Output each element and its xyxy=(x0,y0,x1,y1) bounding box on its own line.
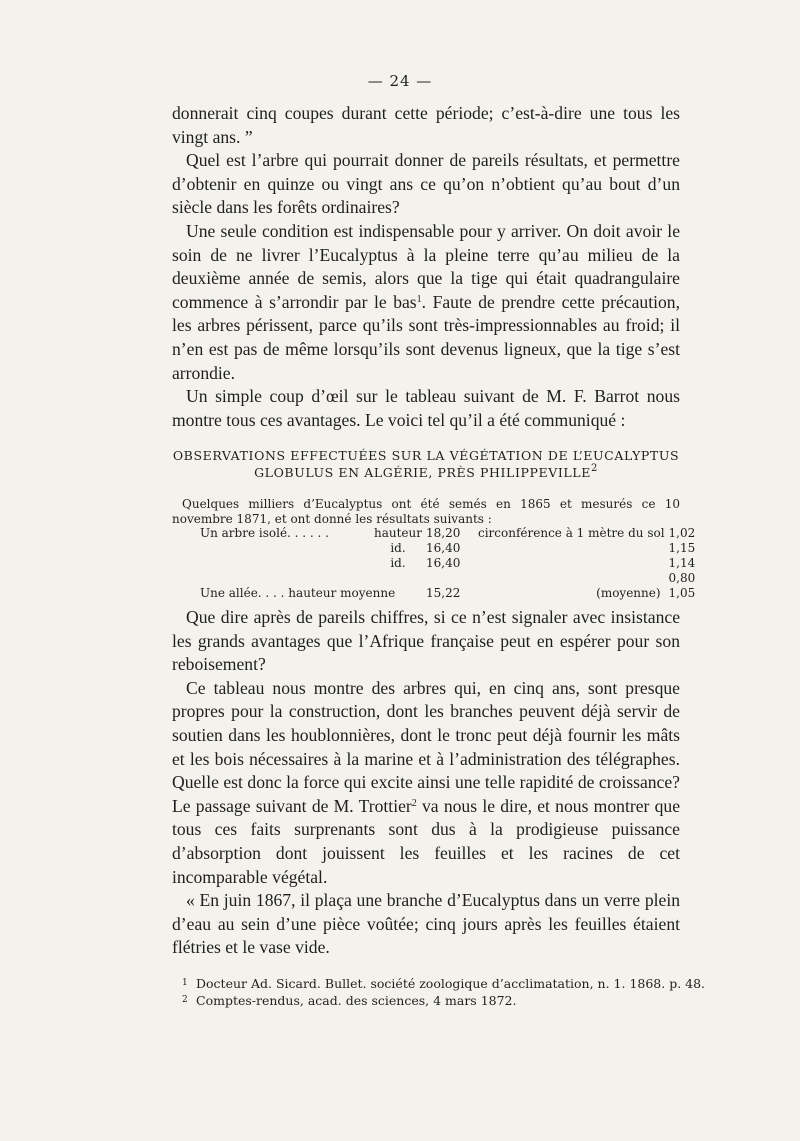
footnote: 1 Docteur Ad. Sicard. Bullet. société zoologique d’acclimatation, n. 1. 1868. p. 48. xyxy=(182,976,706,991)
table-row: Une allée. . . . hauteur moyenne 15,22 (moyenne) 1,05 xyxy=(200,586,696,600)
table-row: 0,80 xyxy=(668,571,696,585)
paragraph: donnerait cinq coupes durant cette période; c’est-à-dire une tous les vingt ans. ” xyxy=(172,103,680,147)
observations-title: OBSERVATIONS EFFECTUÉES SUR LA VÉGÉTATION DE L’EUCALYPTUS GLOBULUS EN ALGÉRIE, PRÈS PHILIPPEVILLE$^2$ xyxy=(172,448,680,480)
footnote-ref[interactable]: 2 xyxy=(590,463,598,474)
table-row: id. 16,40 1,14 xyxy=(390,556,696,570)
footnote-ref[interactable]: 2 xyxy=(411,797,417,809)
body-text-bottom xyxy=(172,606,680,960)
footnote-ref[interactable]: 1 xyxy=(416,293,422,305)
paragraph: Un simple coup d’œil sur le tableau suivant de M. F. Barrot nous montre tous ces avantages. Le voici tel qu’il a été communiqué : xyxy=(172,386,680,430)
page-number: — 24 — xyxy=(367,72,433,90)
body-text-top xyxy=(172,102,680,432)
table-row: id. 16,40 1,15 xyxy=(390,541,696,555)
observations-intro: Quelques milliers d’Eucalyptus ont été semés en 1865 et mesurés ce 10 novembre 1871, et ont donné les résultats suivants : xyxy=(172,497,680,526)
paragraph: Une seule condition est indispensable pour y arriver. On doit avoir le soin de ne livrer l’Eucalyptus à la pleine terre qu’au milieu de la deuxième année de semis, alors que la tige qui était quadrangulaire commence à s’arrondir par le bas$^1$. Faute de prendre cette précaution, les arbres périssent, parce qu’ils sont très-impressionnables au froid; il n’en est pas de même lorsqu’ils sont devenus ligneux, que la tige s’est arrondie. xyxy=(172,220,680,383)
footnote: 2 Comptes-rendus, acad. des sciences, 4 mars 1872. xyxy=(182,993,517,1008)
table-row: Un arbre isolé. . . . . . hauteur 18,20 circonférence à 1 mètre du sol 1,02 xyxy=(200,526,696,540)
paragraph: « En juin 1867, il plaça une branche d’Eucalyptus dans un verre plein d’eau au sein d’une pièce voûtée; cinq jours après les feuilles étaient flétries et le vase vide. xyxy=(172,890,680,958)
paragraph: Ce tableau nous montre des arbres qui, en cinq ans, sont presque propres pour la construction, dont les branches peuvent déjà servir de soutien dans les houblonnières, dont le tronc peut déjà fournir les mâts et les bois nécessaires à la marine et à l’administration des télégraphes. Quelle est donc la force qui excite ainsi une telle rapidité de croissance? Le passage suivant de M. Trottier$^2$ va nous le dire, et nous montrer que tous ces faits surprenants sont dus à la prodigieuse puissance d’absorption dont jouissent les feuilles et les racines de cet incomparable végétal. xyxy=(172,677,681,887)
footnotes xyxy=(182,975,706,1009)
paragraph: Que dire après de pareils chiffres, si ce n’est signaler avec insistance les grands avantages que l’Afrique française peut en espérer pour son reboisement? xyxy=(172,607,680,675)
observations-table xyxy=(200,526,713,601)
paragraph: Quel est l’arbre qui pourrait donner de pareils résultats, et permettre d’obtenir en quinze ou vingt ans ce qu’on n’obtient qu’au bout d’un siècle dans les forêts ordinaires? xyxy=(172,150,680,218)
